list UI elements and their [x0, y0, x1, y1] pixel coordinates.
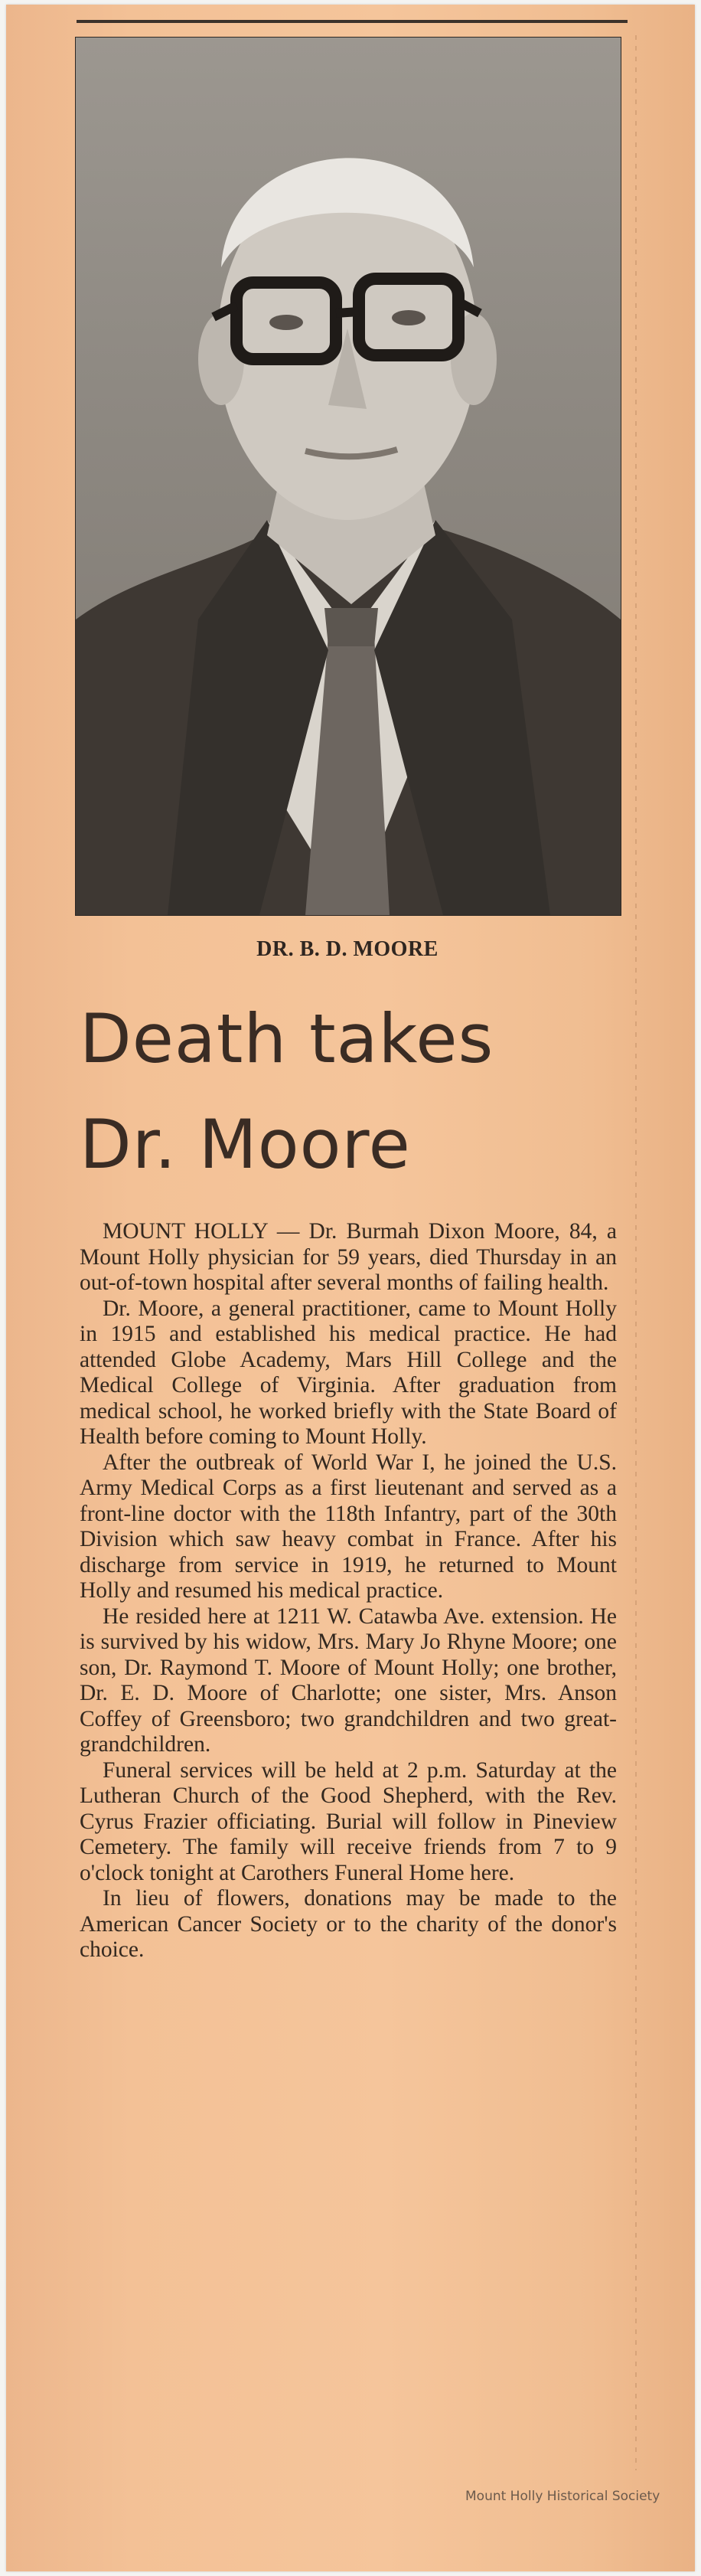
headline [80, 986, 631, 1198]
article-paragraph: Dr. Moore, a general practitioner, came to Mount Holly in 1915 and established his medical practice. He had attended Globe Academy, Mars Hill College and the Medical College of Virginia. After graduation from medical school, he worked briefly with the State Board of Health before coming to Mount Holly. [80, 1296, 617, 1449]
photo-caption: DR. B. D. MOORE [256, 937, 439, 961]
newspaper-clipping [6, 5, 695, 2571]
top-rule [77, 20, 628, 23]
headline-line-2: Dr. Moore [80, 1105, 411, 1184]
headline-line-1: Death takes [80, 999, 494, 1078]
article-paragraph: MOUNT HOLLY — Dr. Burmah Dixon Moore, 84, a Mount Holly physician for 59 years, died Thursday in an out-of-town hospital after several months of failing health. [80, 1219, 617, 1295]
credit-watermark: Mount Holly Historical Society [465, 2489, 660, 2504]
article-paragraph: In lieu of flowers, donations may be made to the American Cancer Society or to the charity of the donor's choice. [80, 1886, 617, 1962]
article-paragraph: He resided here at 1211 W. Catawba Ave. extension. He is survived by his widow, Mrs. Mary Jo Rhyne Moore; one son, Dr. Raymond T. Moore of Mount Holly; one brother, Dr. E. D. Moore of Charlotte; one sister, Mrs. Anson Coffey of Greensboro; two grandchildren and two great-grandchildren. [80, 1603, 617, 1757]
portrait-illustration [76, 38, 621, 915]
article-paragraph: Funeral services will be held at 2 p.m. Saturday at the Lutheran Church of the Good Shepherd, with the Rev. Cyrus Frazier officiating. Burial will follow in Pineview Cemetery. The family will receive friends from 7 to 9 o'clock tonight at Carothers Funeral Home here. [80, 1757, 617, 1885]
portrait-photo [75, 37, 621, 916]
article-body [80, 1219, 617, 1963]
article-paragraph: After the outbreak of World War I, he joined the U.S. Army Medical Corps as a first lieutenant and served as a front-line doctor with the 118th Infantry, part of the 30th Division which saw heavy combat in France. After his discharge from service in 1919, he returned to Mount Holly and resumed his medical practice. [80, 1450, 617, 1603]
